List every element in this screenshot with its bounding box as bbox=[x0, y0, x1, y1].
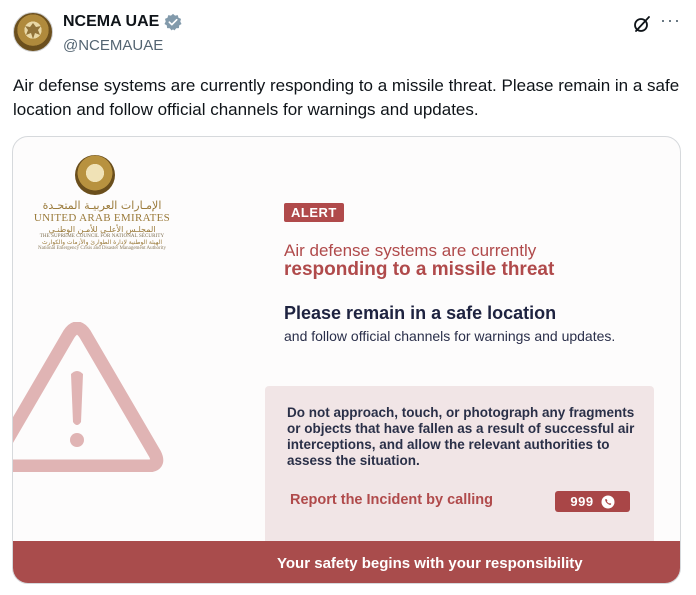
report-incident-label: Report the Incident by calling bbox=[290, 492, 494, 508]
alert-image-card[interactable] bbox=[12, 136, 681, 584]
org-authority-en: National Emergency Crisis and Disaster Management Authority bbox=[38, 246, 166, 251]
footer-banner bbox=[13, 541, 680, 584]
footer-text: Your safety begins with your responsibility bbox=[277, 555, 583, 572]
organization-logo-block bbox=[27, 199, 177, 251]
safety-info-box bbox=[265, 386, 654, 546]
alert-poster bbox=[13, 137, 680, 583]
tweet-text: Air defense systems are currently responding to a missile threat. Please remain in a safe location and follow official channels for warnings and updates. bbox=[13, 76, 680, 119]
display-name[interactable]: NCEMA UAE bbox=[63, 13, 160, 30]
org-arabic-council: المجلـس الأعلـى للأمـن الوطنـي bbox=[48, 225, 156, 234]
org-arabic-authority: الهيئة الوطنية لإدارة الطوارئ والأزمات والكوارث bbox=[41, 239, 162, 246]
phone-number-badge bbox=[555, 491, 630, 512]
verified-badge-icon bbox=[164, 13, 182, 31]
phone-number: 999 bbox=[570, 494, 594, 509]
org-english-name: UNITED ARAB EMIRATES bbox=[33, 212, 171, 224]
remain-safe-subtitle: and follow official channels for warnings and updates. bbox=[284, 328, 616, 344]
warning-triangle-icon bbox=[12, 322, 167, 472]
headline-line2: responding to a missile threat bbox=[284, 259, 555, 280]
uae-seal-logo bbox=[75, 155, 115, 195]
author-name-row bbox=[63, 13, 182, 31]
headline-line1: Air defense systems are currently bbox=[284, 241, 537, 260]
falcon-emblem-icon bbox=[20, 19, 46, 45]
phone-icon bbox=[601, 495, 615, 509]
grok-icon[interactable] bbox=[632, 14, 652, 34]
safety-instructions: Do not approach, touch, or photograph any fragments or objects that have fallen as a result of successful air interceptions, and allow the relevant authorities to assess the situation. bbox=[287, 405, 635, 468]
remain-safe-title: Please remain in a safe location bbox=[284, 303, 557, 323]
org-arabic-name: الإمـارات العربيـة المتحـدة bbox=[42, 199, 162, 212]
user-handle[interactable]: @NCEMAUAE bbox=[63, 37, 164, 54]
org-council-en: THE SUPREME COUNCIL FOR NATIONAL SECURITY bbox=[39, 234, 165, 239]
more-options-icon[interactable]: ··· bbox=[660, 10, 681, 30]
avatar[interactable] bbox=[13, 12, 53, 52]
alert-badge: ALERT bbox=[284, 203, 344, 222]
